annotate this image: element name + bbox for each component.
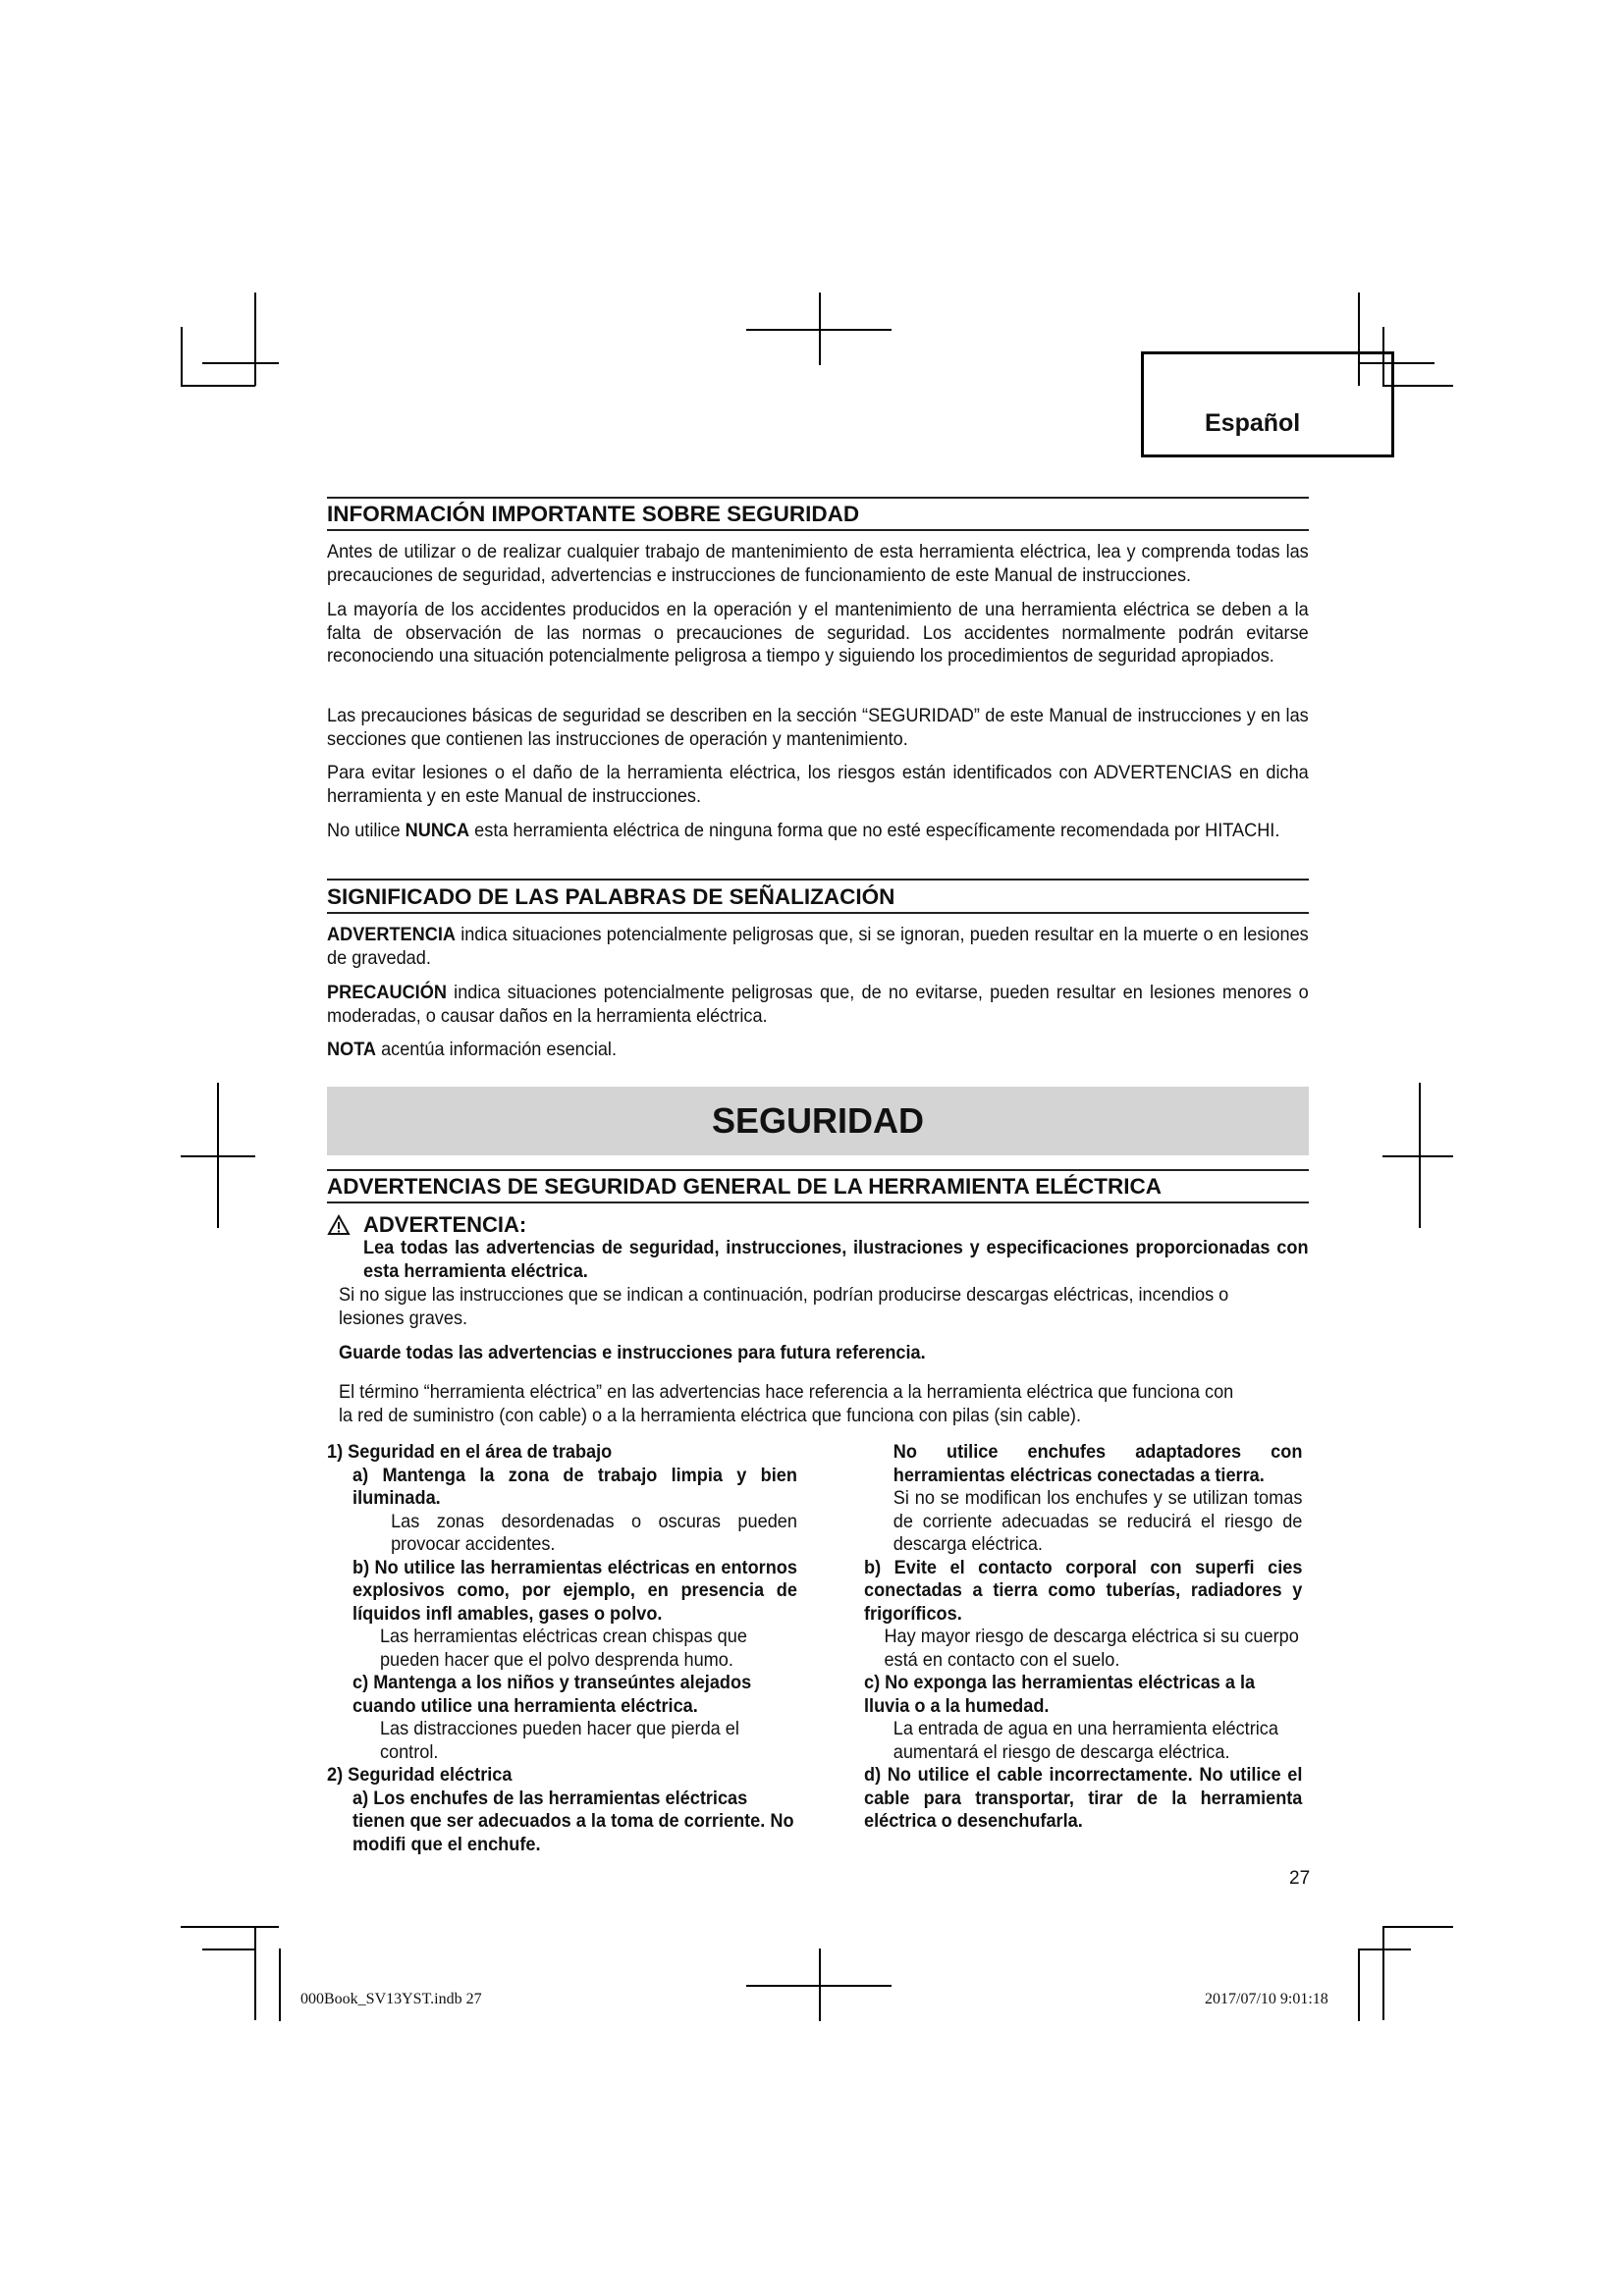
divider bbox=[327, 529, 1309, 531]
item-1c-text: Las distracciones pueden hacer que pierda el control. bbox=[379, 1718, 739, 1763]
safety-banner bbox=[327, 1087, 1309, 1155]
crop-mark bbox=[254, 293, 256, 386]
warning-bold-text: Lea todas las advertencias de seguridad, instrucciones, ilustraciones y especificaciones proporcionadas con esta herramienta eléctrica. bbox=[363, 1237, 1309, 1282]
language-label: Español bbox=[1205, 409, 1301, 437]
item-2c-text: La entrada de agua en una herramienta eléctrica aumentará el riesgo de descarga eléctrica. bbox=[893, 1718, 1278, 1763]
crop-mark bbox=[1382, 1926, 1384, 2020]
item-2b-text: Hay mayor riesgo de descarga eléctrica si su cuerpo está en contacto con el suelo. bbox=[884, 1626, 1299, 1671]
warning-label: ADVERTENCIA: bbox=[363, 1212, 527, 1237]
left-column bbox=[327, 1441, 797, 1856]
crop-mark bbox=[279, 1949, 281, 2021]
item-1a-text: Las zonas desordenadas o oscuras pueden provocar accidentes. bbox=[391, 1510, 797, 1555]
footer-file: 000Book_SV13YST.indb 27 bbox=[300, 1991, 482, 2007]
note-term: NOTA bbox=[327, 1039, 377, 1060]
signal-heading: SIGNIFICADO DE LAS PALABRAS DE SEÑALIZACIÓN bbox=[327, 884, 895, 909]
item-2a-heading: a) Los enchufes de las herramientas eléctricas tienen que ser adecuados a la toma de corriente. No modifi que el enchufe. bbox=[352, 1787, 794, 1855]
item-2a-text: Si no se modifican los enchufes y se utilizan tomas de corriente adecuadas se reducirá el riesgo de descarga eléctrica. bbox=[893, 1487, 1303, 1555]
registration-mark bbox=[746, 1985, 892, 1987]
text-run: indica situaciones potencialmente peligrosas que, de no evitarse, pueden resultar en lesiones menores o moderadas, o causar daños en la herramienta eléctrica. bbox=[327, 982, 1309, 1027]
text-run: indica situaciones potencialmente peligrosas que, si se ignoran, pueden resultar en la muerte o en lesiones de gravedad. bbox=[327, 924, 1309, 969]
divider bbox=[327, 879, 1309, 881]
item-1b-heading: b) No utilice las herramientas eléctricas en entornos explosivos como, por ejemplo, en presencia de líquidos infl amables, gases o polvo. bbox=[352, 1556, 797, 1625]
section-1-title: 1) Seguridad en el área de trabajo bbox=[327, 1441, 613, 1463]
divider bbox=[327, 1169, 1309, 1171]
caution-term: PRECAUCIÓN bbox=[327, 982, 447, 1003]
warning-text: Si no sigue las instrucciones que se indican a continuación, podrían producirse descargas eléctricas, incendios o lesiones graves. bbox=[339, 1284, 1229, 1329]
registration-mark bbox=[746, 329, 892, 331]
text-run: esta herramienta eléctrica de ninguna forma que no esté específicamente recomendada por HITACHI. bbox=[469, 820, 1280, 841]
divider bbox=[327, 1201, 1309, 1203]
item-1b-text: Las herramientas eléctricas crean chispas que pueden hacer que el polvo desprenda humo. bbox=[379, 1626, 747, 1671]
crop-mark bbox=[254, 1926, 256, 2020]
info-paragraph-2: La mayoría de los accidentes producidos en la operación y el mantenimiento de una herramienta eléctrica se deben a la falta de observación de las normas o precauciones de seguridad. Los accidentes normalmente podrán evitarse reconociendo una situación potencialmente peligrosa a tiempo y siguiendo los procedimientos de seguridad apropiados. bbox=[327, 599, 1309, 667]
divider bbox=[327, 912, 1309, 914]
item-2a-continued: No utilice enchufes adaptadores con herramientas eléctricas conectadas a tierra. bbox=[893, 1441, 1303, 1486]
language-tab bbox=[1141, 351, 1394, 457]
signal-warning bbox=[327, 924, 1309, 970]
warning-term: ADVERTENCIA bbox=[327, 924, 456, 945]
info-paragraph-4: Para evitar lesiones o el daño de la herramienta eléctrica, los riesgos están identificados con ADVERTENCIAS en dicha herramienta y en este Manual de instrucciones. bbox=[327, 762, 1309, 807]
right-column bbox=[864, 1441, 1302, 1834]
general-heading: ADVERTENCIAS DE SEGURIDAD GENERAL DE LA HERRAMIENTA ELÉCTRICA bbox=[327, 1174, 1163, 1199]
crop-mark bbox=[1358, 1949, 1411, 1950]
crop-mark bbox=[1382, 1926, 1453, 1928]
item-2d-heading: d) No utilice el cable incorrectamente. No utilice el cable para transportar, tirar de la herramienta eléctrica o desenchufarla. bbox=[864, 1764, 1303, 1832]
item-1a-heading: a) Mantenga la zona de trabajo limpia y bien iluminada. bbox=[352, 1464, 797, 1509]
item-2b-heading: b) Evite el contacto corporal con superfi cies conectadas a tierra como tuberías, radiadores y frigoríficos. bbox=[864, 1556, 1303, 1625]
page-number: 27 bbox=[1289, 1868, 1311, 1889]
crop-mark bbox=[181, 327, 183, 386]
info-paragraph-3: Las precauciones básicas de seguridad se describen en la sección “SEGURIDAD” de este Manual de instrucciones y en las secciones que contienen las instrucciones de operación y mantenimiento. bbox=[327, 705, 1309, 750]
item-2c-heading: c) No exponga las herramientas eléctricas a la lluvia o a la humedad. bbox=[864, 1672, 1256, 1717]
signal-note bbox=[327, 1039, 1309, 1062]
info-paragraph-5 bbox=[327, 820, 1309, 843]
divider bbox=[327, 497, 1309, 499]
banner-title: SEGURIDAD bbox=[711, 1100, 925, 1141]
info-heading: INFORMACIÓN IMPORTANTE SOBRE SEGURIDAD bbox=[327, 502, 860, 526]
text-run: No utilice bbox=[327, 820, 406, 841]
footer-date: 2017/07/10 9:01:18 bbox=[1205, 1991, 1328, 2007]
emphasis-never: NUNCA bbox=[405, 820, 470, 841]
registration-mark bbox=[1382, 1155, 1453, 1157]
text-run: acentúa información esencial. bbox=[376, 1039, 617, 1060]
crop-mark bbox=[181, 1926, 279, 1928]
crop-mark bbox=[1358, 1949, 1360, 2021]
term-definition: El término “herramienta eléctrica” en las advertencias hace referencia a la herramienta eléctrica que funciona con la red de suministro (con cable) o a la herramienta eléctrica que funciona con pilas (sin cable). bbox=[339, 1381, 1234, 1426]
crop-mark bbox=[181, 385, 255, 387]
crop-mark bbox=[202, 362, 279, 364]
section-2-title: 2) Seguridad eléctrica bbox=[327, 1764, 513, 1786]
save-instructions: Guarde todas las advertencias e instrucciones para futura referencia. bbox=[339, 1342, 926, 1363]
crop-mark bbox=[202, 1949, 255, 1950]
item-1c-heading: c) Mantenga a los niños y transeúntes alejados cuando utilice una herramienta eléctrica. bbox=[352, 1672, 752, 1717]
signal-caution bbox=[327, 982, 1309, 1028]
warning-triangle-icon bbox=[327, 1214, 351, 1236]
registration-mark bbox=[181, 1155, 255, 1157]
info-paragraph-1: Antes de utilizar o de realizar cualquier trabajo de mantenimiento de esta herramienta eléctrica, lea y comprenda todas las precauciones de seguridad, advertencias e instrucciones de funcionamiento de este Manual de instrucciones. bbox=[327, 541, 1309, 586]
